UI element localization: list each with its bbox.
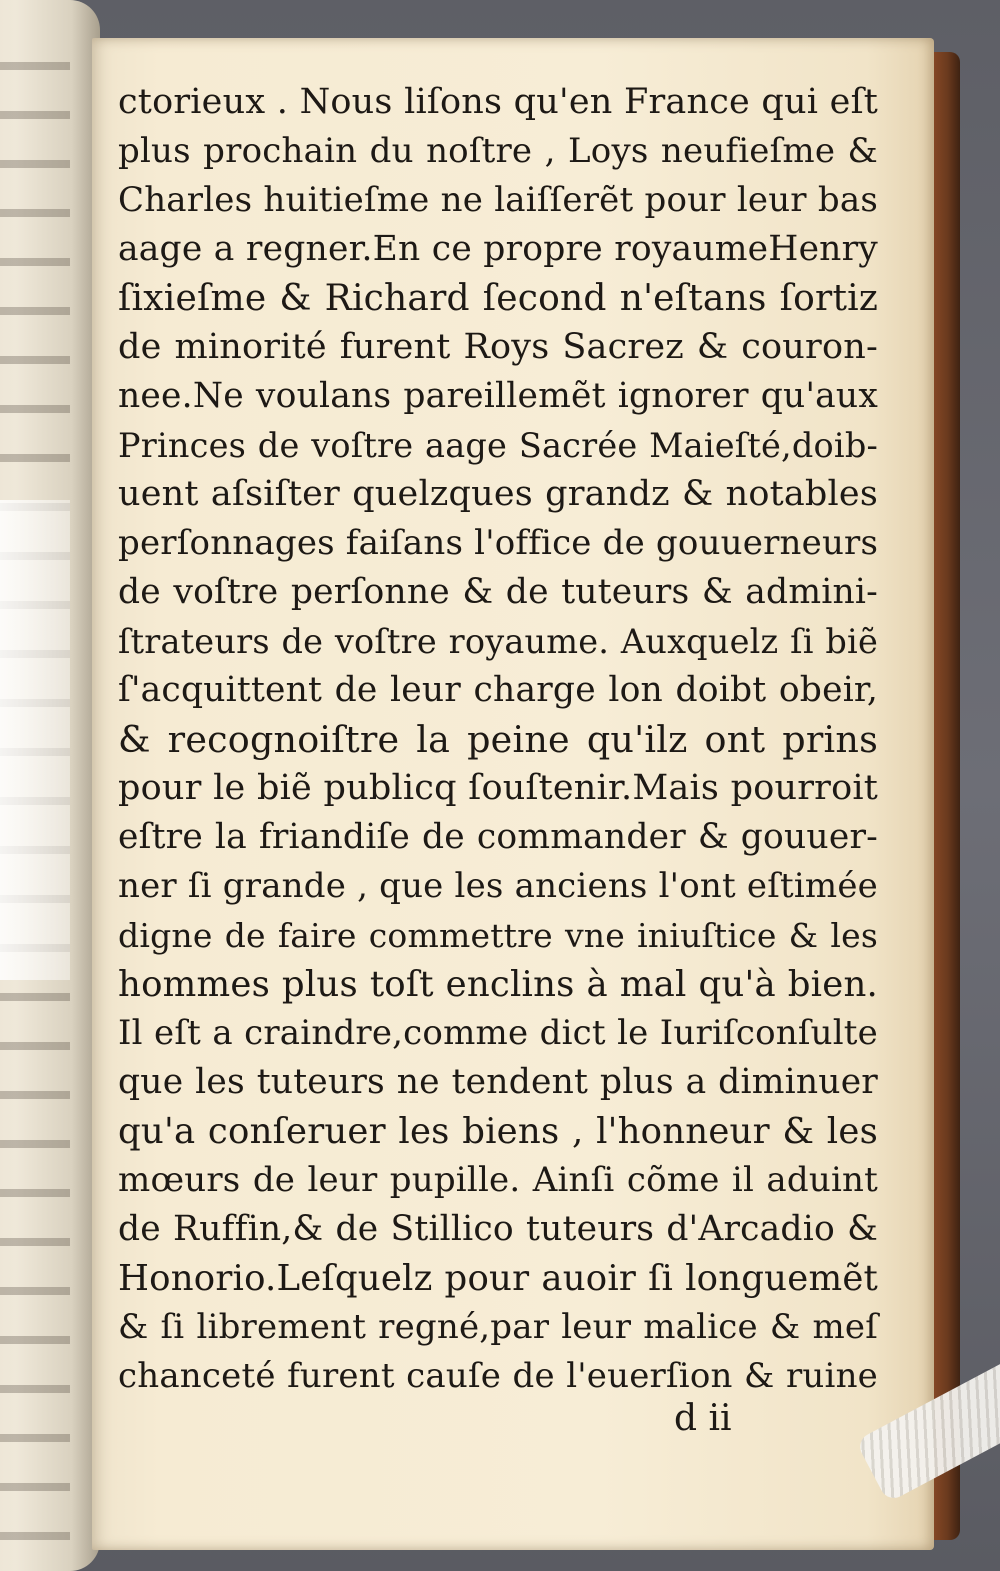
text-line: ſtrateurs de voſtre royaume. Auxquelz ſi biẽ bbox=[118, 622, 878, 661]
text-line: perſonnages faiſans l'office de gouuerneurs bbox=[118, 523, 879, 563]
text-line: ner ſi grande , que les anciens l'ont eſtimée bbox=[118, 866, 878, 906]
verso-light-patch bbox=[0, 500, 70, 980]
text-line: & recognoiſtre la peine qu'ilz ont prins bbox=[118, 718, 878, 761]
text-line: chanceté furent cauſe de l'euerſion & ruine bbox=[118, 1356, 878, 1396]
text-line: Il eſt a craindre,comme dict le Iuriſconſulte bbox=[118, 1013, 878, 1053]
text-line: ctorieux . Nous liſons qu'en France qui eſt bbox=[118, 82, 878, 122]
text-line: mœurs de leur pupille. Ainſi cõme il aduint bbox=[118, 1160, 878, 1200]
text-line: nee.Ne voulans pareillemẽt ignorer qu'aux bbox=[118, 376, 878, 416]
page-text bbox=[118, 78, 878, 1401]
text-line: de voſtre perſonne & de tuteurs & admini- bbox=[118, 572, 878, 612]
text-line: digne de faire commettre vne iniuſtice & les bbox=[118, 916, 878, 955]
signature-mark: d ii bbox=[674, 1398, 732, 1439]
text-line: & ſi librement regné,par leur malice & meſ bbox=[118, 1307, 878, 1347]
facing-page-verso bbox=[0, 0, 100, 1571]
text-line: uent aſsiſter quelzques grandz & notables bbox=[118, 474, 878, 514]
text-line: eſtre la friandiſe de commander & gouuer- bbox=[118, 817, 878, 857]
text-line: pour le biẽ publicq ſouſtenir.Mais pourroit bbox=[118, 768, 878, 808]
text-line: que les tuteurs ne tendent plus a diminuer bbox=[118, 1062, 878, 1102]
text-line: de Ruffin,& de Stillico tuteurs d'Arcadio & bbox=[118, 1209, 878, 1249]
text-line: hommes plus toſt enclins à mal qu'à bien. bbox=[118, 964, 878, 1005]
text-line: Honorio.Leſquelz pour auoir ſi longuemẽt bbox=[118, 1258, 878, 1299]
text-line: plus prochain du noſtre , Loys neufieſme & bbox=[118, 131, 878, 171]
text-line: de minorité furent Roys Sacrez & couron- bbox=[118, 327, 878, 367]
text-line: ſixieſme & Richard ſecond n'eſtans ſortiz bbox=[118, 278, 878, 319]
text-line: Princes de voſtre aage Sacrée Maieſté,doib- bbox=[118, 426, 878, 465]
text-line: qu'a conſeruer les biens , l'honneur & les bbox=[118, 1111, 878, 1152]
text-line: Charles huitieſme ne laiſſerẽt pour leur bas bbox=[118, 180, 878, 220]
text-line: aage a regner.En ce propre royaumeHenry bbox=[118, 229, 878, 269]
text-line: ſ'acquittent de leur charge lon doibt obeir, bbox=[118, 670, 878, 710]
recto-page bbox=[92, 38, 934, 1550]
